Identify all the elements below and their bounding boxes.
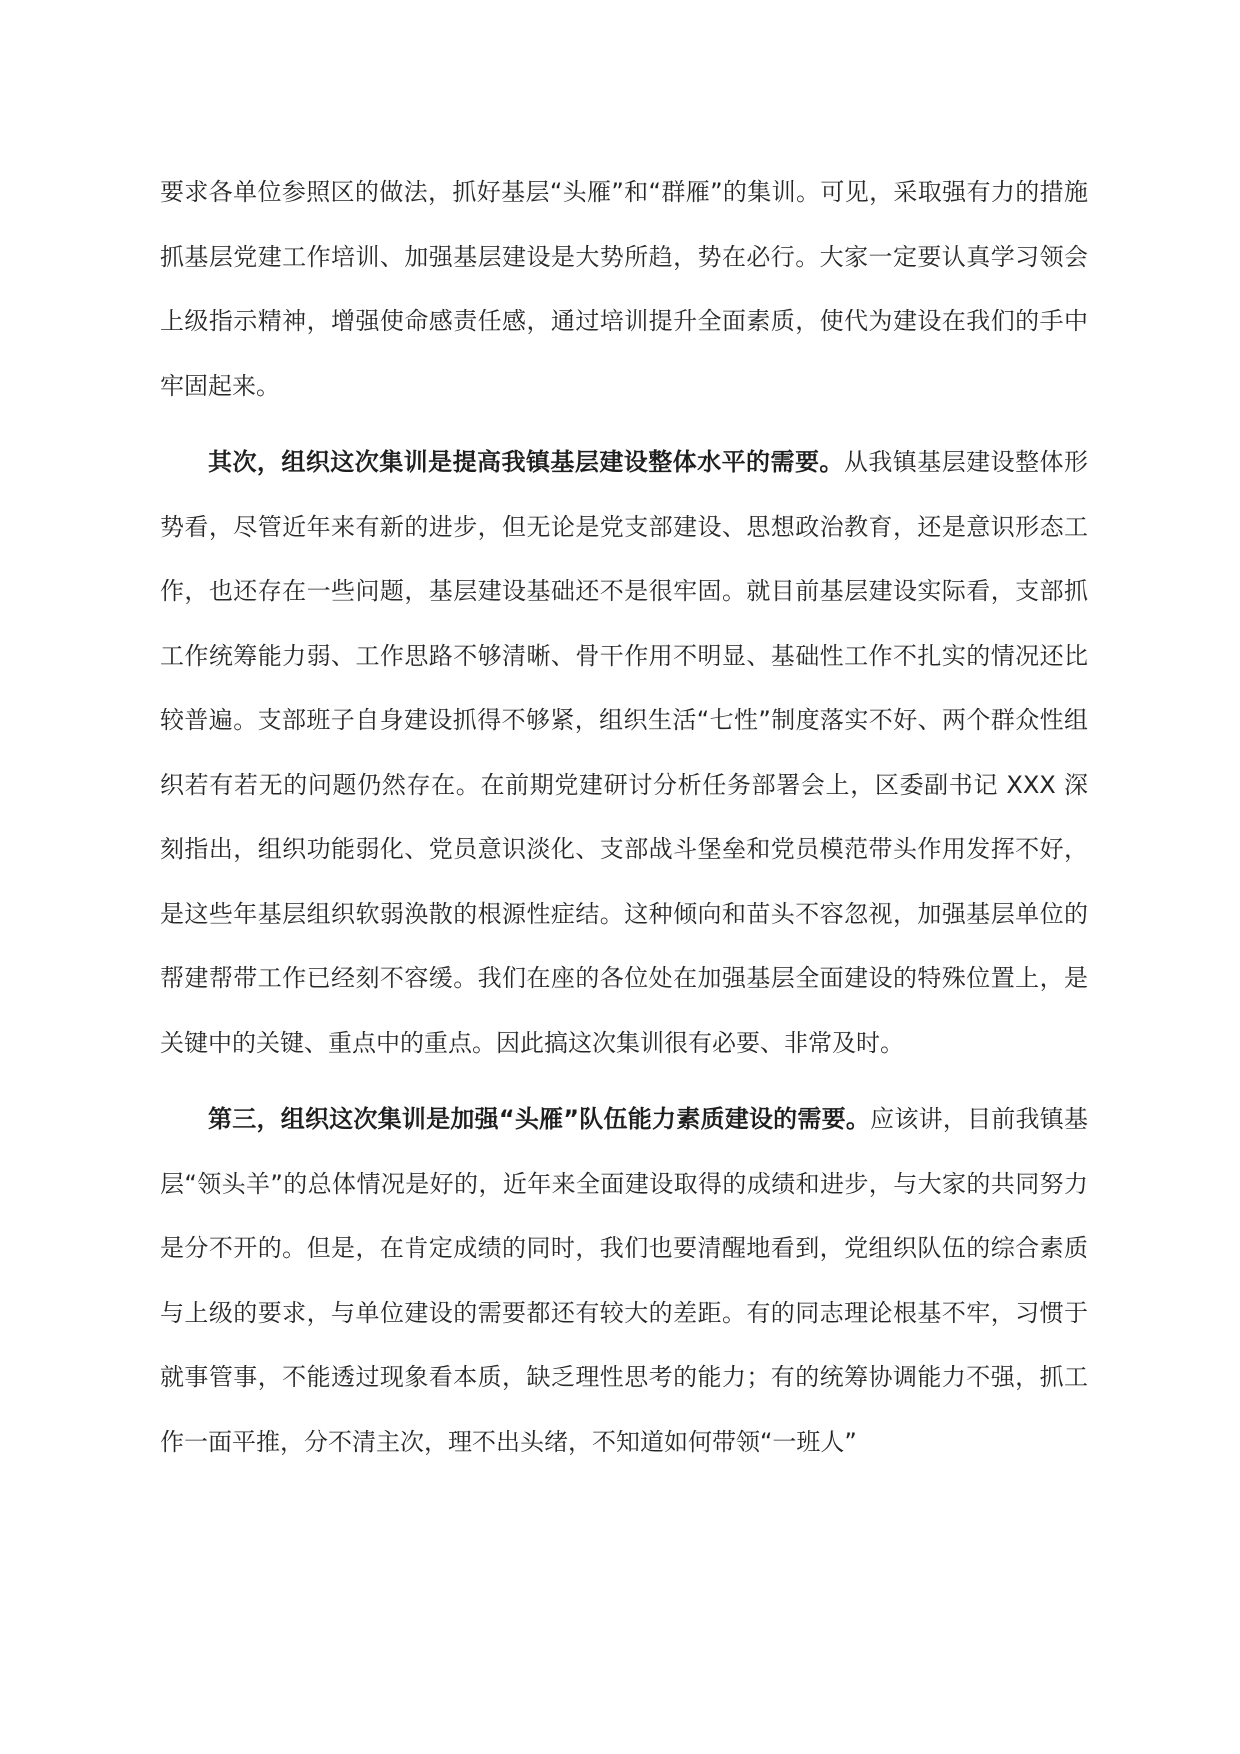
paragraph-3 [160,1087,1088,1474]
paragraph-2 [160,430,1088,1075]
paragraph-3-text: 应该讲，目前我镇基层“领头羊”的总体情况是好的，近年来全面建设取得的成绩和进步，与大家的共同努力是分不开的。但是，在肯定成绩的同时，我们也要清醒地看到，党组织队伍的综合素质与上级的要求，与单位建设的需要都还有较大的差距。有的同志理论根基不牢，习惯于就事管事，不能透过现象看本质，缺乏理性思考的能力；有的统筹协调能力不强，抓工作一面平推，分不清主次，理不出头绪，不知道如何带领“一班人” [160,1105,1089,1456]
paragraph-3-lead: 第三，组织这次集训是加强“头雁”队伍能力素质建设的需要。 [208,1105,871,1133]
paragraph-2-text: 从我镇基层建设整体形势看，尽管近年来有新的进步，但无论是党支部建设、思想政治教育，还是意识形态工作，也还存在一些问题，基层建设基础还不是很牢固。就目前基层建设实际看，支部抓工作统筹能力弱、工作思路不够清晰、骨干作用不明显、基础性工作不扎实的情况还比较普遍。支部班子自身建设抓得不够紧，组织生活“七性”制度落实不好、两个群众性组织若有若无的问题仍然存在。在前期党建研讨分析任务部署会上，区委副书记 XXX 深刻指出，组织功能弱化、党员意识淡化、支部战斗堡垒和党员模范带头作用发挥不好，是这些年基层组织软弱涣散的根源性症结。这种倾向和苗头不容忽视，加强基层单位的帮建帮带工作已经刻不容缓。我们在座的各位处在加强基层全面建设的特殊位置上，是关键中的关键、重点中的重点。因此搞这次集训很有必要、非常及时。 [160,448,1089,1057]
paragraph-2-lead: 其次，组织这次集训是提高我镇基层建设整体水平的需要。 [208,448,844,476]
paragraph-1 [160,160,1088,418]
paragraph-1-text: 要求各单位参照区的做法，抓好基层“头雁”和“群雁”的集训。可见，采取强有力的措施抓基层党建工作培训、加强基层建设是大势所趋，势在必行。大家一定要认真学习领会上级指示精神，增强使命感责任感，通过培训提升全面素质，使代为建设在我们的手中牢固起来。 [160,178,1088,400]
document-body [160,160,1088,1486]
